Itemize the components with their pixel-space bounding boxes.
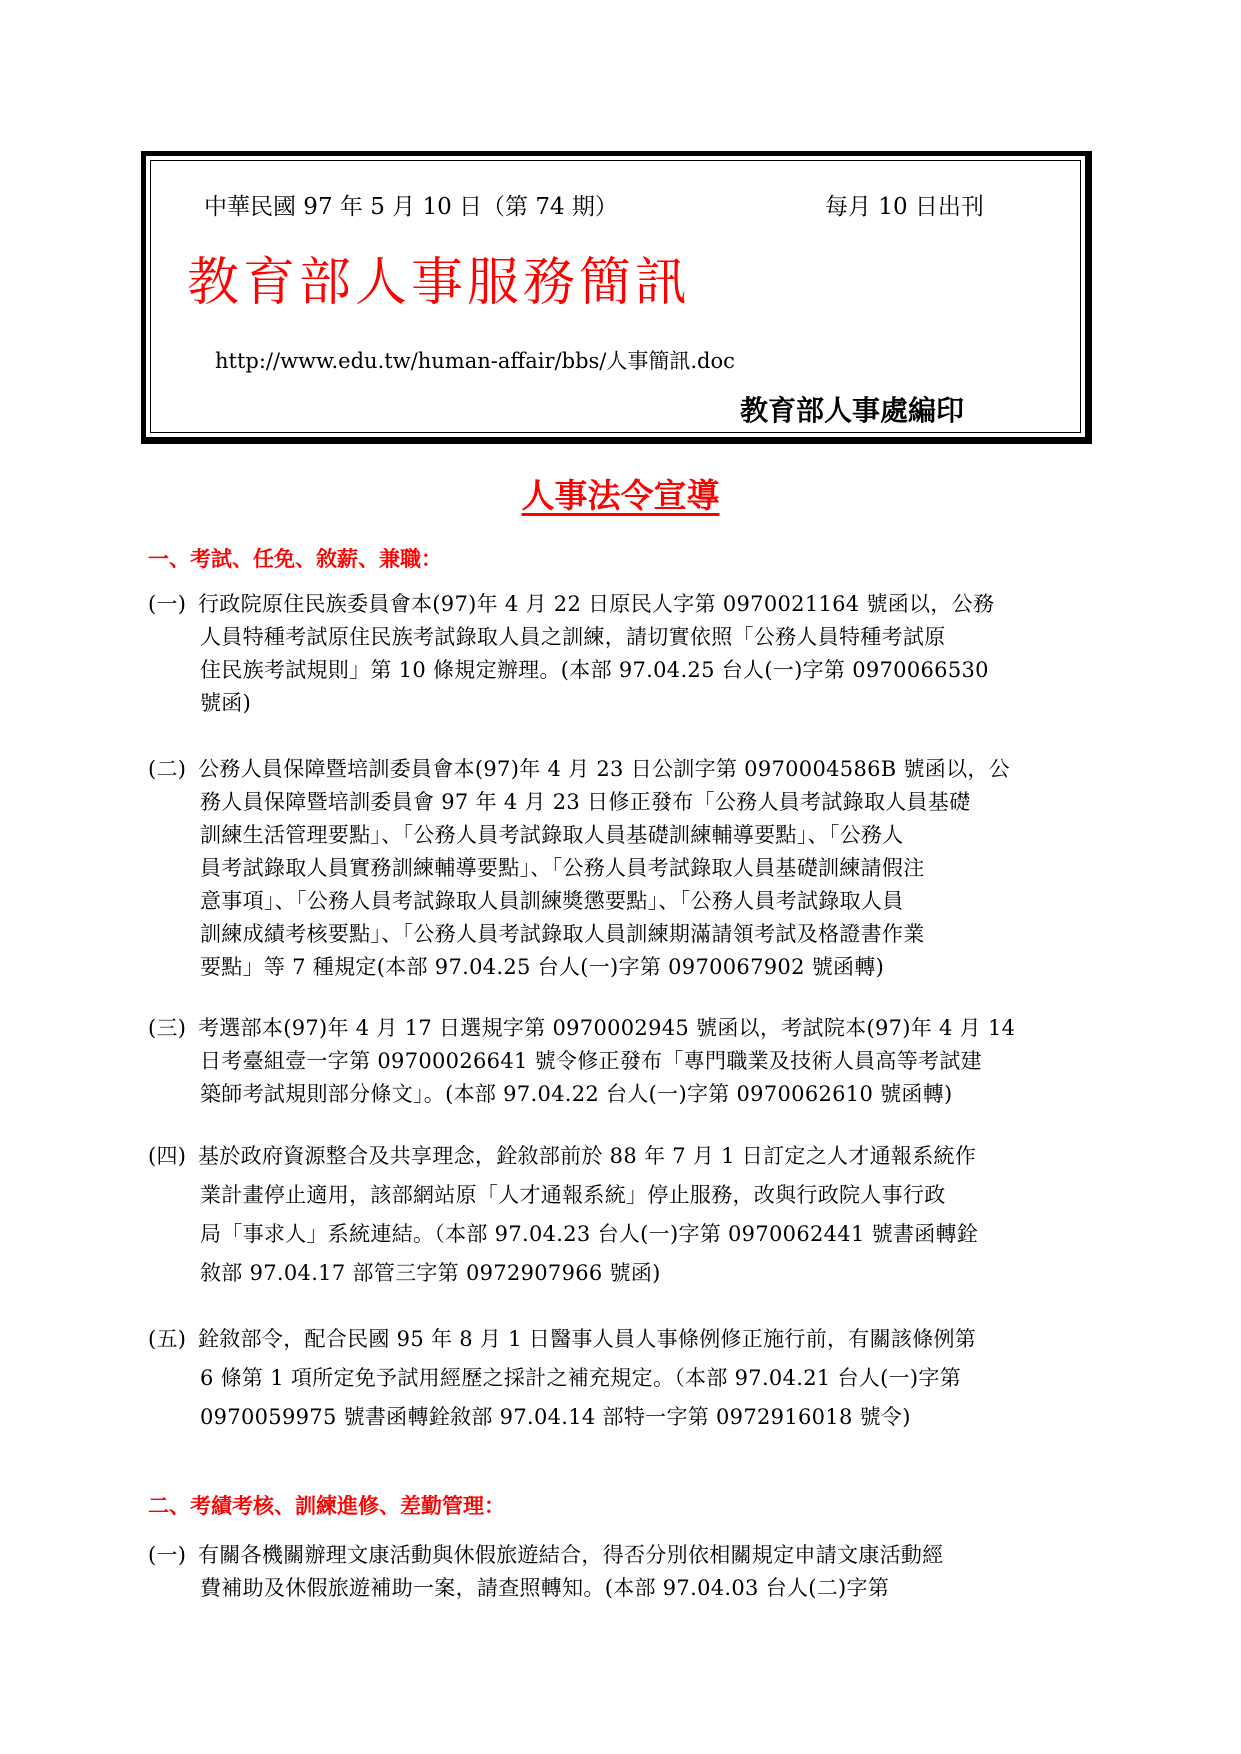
- item-line: 銓敘部令，配合民國 95 年 8 月 1 日醫事人員人事條例修正施行前，有關該條例第: [198, 1327, 977, 1351]
- item-line: 意事項」、「公務人員考試錄取人員訓練獎懲要點」、「公務人員考試錄取人員: [200, 889, 904, 913]
- section-title-text: 人事法令宣導: [521, 476, 720, 515]
- list-item: [148, 753, 1098, 984]
- item-line: 敘部 97.04.17 部管三字第 0972907966 號函): [200, 1261, 661, 1285]
- item-line: 人員特種考試原住民族考試錄取人員之訓練，請切實依照「公務人員特種考試原: [200, 625, 946, 649]
- item-line: 0970059975 號書函轉銓敘部 97.04.14 部特一字第 0972916018 號令): [200, 1405, 911, 1429]
- item-line: 訓練生活管理要點」、「公務人員考試錄取人員基礎訓練輔導要點」、「公務人: [200, 823, 904, 847]
- item-line: 業計畫停止適用，該部網站原「人才通報系統」停止服務，改與行政院人事行政: [200, 1183, 946, 1207]
- editor-credit: 教育部人事處編印: [740, 394, 965, 427]
- item-line: 日考臺組壹一字第 09700026641 號令修正發布「專門職業及技術人員高等考試建: [200, 1049, 982, 1073]
- item-line: 要點」等 7 種規定(本部 97.04.25 台人(一)字第 0970067902 號函轉): [200, 955, 885, 979]
- category-heading-performance: 二、考績考核、訓練進修、差勤管理：: [148, 1493, 505, 1518]
- list-item: [148, 1012, 1098, 1111]
- item-line: 費補助及休假旅遊補助一案，請查照轉知。(本部 97.04.03 台人(二)字第: [200, 1576, 890, 1600]
- category-heading-exams: 一、考試、任免、敘薪、兼職：: [148, 546, 442, 571]
- publication-title: 教育部人事服務簡訊: [187, 253, 692, 313]
- item-number: (一): [148, 1543, 187, 1567]
- issue-date: 中華民國 97 年 5 月 10 日（第 74 期）: [204, 194, 618, 220]
- item-line: 訓練成績考核要點」、「公務人員考試錄取人員訓練期滿請領考試及格證書作業: [200, 922, 925, 946]
- item-line: 局「事求人」系統連結。（本部 97.04.23 台人(一)字第 0970062441 號書函轉銓: [200, 1222, 979, 1246]
- masthead-inner-border: [150, 160, 1081, 433]
- item-line: 公務人員保障暨培訓委員會本(97)年 4 月 23 日公訓字第 0970004586B 號函以，公: [198, 757, 1010, 781]
- document-url: http://www.edu.tw/human-affair/bbs/人事簡訊.doc: [215, 349, 735, 373]
- publication-schedule: 每月 10 日出刊: [825, 194, 984, 220]
- item-number: (五): [148, 1327, 187, 1351]
- item-line: 號函): [200, 691, 252, 715]
- list-item: [148, 1137, 1098, 1293]
- item-line: 考選部本(97)年 4 月 17 日選規字第 0970002945 號函以，考試院本(97)年 4 月 14: [198, 1016, 1016, 1040]
- item-number: (二): [148, 757, 187, 781]
- section-title: [0, 470, 1241, 517]
- item-line: 基於政府資源整合及共享理念，銓敘部前於 88 年 7 月 1 日訂定之人才通報系統作: [198, 1144, 977, 1168]
- item-line: 員考試錄取人員實務訓練輔導要點」、「公務人員考試錄取人員基礎訓練請假注: [200, 856, 925, 880]
- list-item: [148, 1320, 1098, 1437]
- item-number: (一): [148, 592, 187, 616]
- item-number: (三): [148, 1016, 187, 1040]
- item-line: 住民族考試規則」第 10 條規定辦理。(本部 97.04.25 台人(一)字第 0970066530: [200, 658, 989, 682]
- item-line: 行政院原住民族委員會本(97)年 4 月 22 日原民人字第 0970021164 號函以，公務: [198, 592, 995, 616]
- item-line: 6 條第 1 項所定免予試用經歷之採計之補充規定。（本部 97.04.21 台人(一)字第: [200, 1366, 961, 1390]
- list-item: [148, 1539, 1098, 1605]
- item-line: 務人員保障暨培訓委員會 97 年 4 月 23 日修正發布「公務人員考試錄取人員基礎: [200, 790, 971, 814]
- masthead-box: [141, 151, 1092, 444]
- item-line: 有關各機關辦理文康活動與休假旅遊結合，得否分別依相關規定申請文康活動經: [198, 1543, 944, 1567]
- item-number: (四): [148, 1144, 187, 1168]
- item-line: 築師考試規則部分條文」。(本部 97.04.22 台人(一)字第 0970062610 號函轉): [200, 1082, 953, 1106]
- list-item: [148, 588, 1098, 720]
